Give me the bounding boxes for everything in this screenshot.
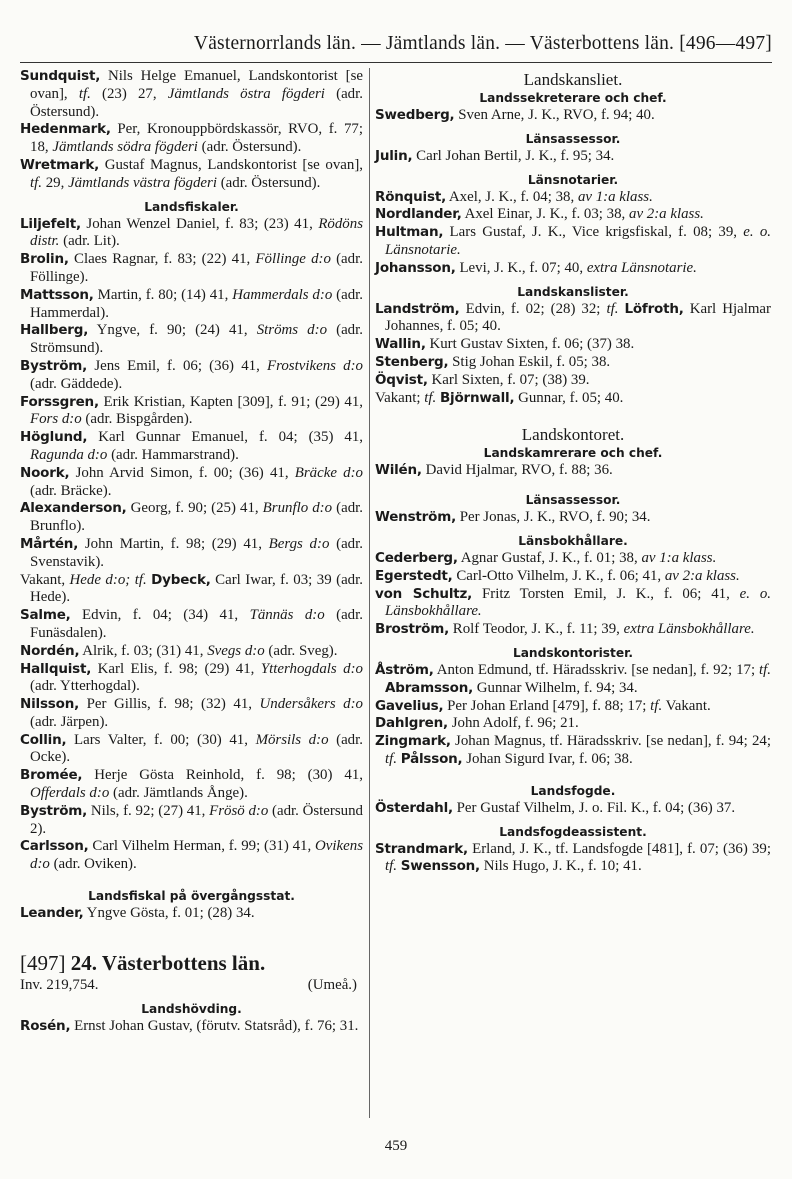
entry-text: Kurt Gustav Sixten, f. 06; (37) 38.: [425, 336, 635, 353]
italic-text: tf.: [424, 389, 437, 406]
entry-text: Vakant.: [662, 697, 711, 714]
entry: [375, 550, 771, 568]
entry-text: Stig Johan Eskil, f. 05; 38.: [448, 353, 611, 370]
entry-text: Karl Gunnar Emanuel, f. 04; (35) 41,: [87, 429, 363, 446]
entry: [375, 189, 771, 207]
entry-text: Vakant,: [20, 571, 70, 588]
person-name: Liljefelt,: [20, 215, 81, 232]
running-title: Västernorrlands län. — Jämtlands län. — Västerbottens län.: [193, 33, 675, 54]
italic-text: Jämtlands östra fögderi: [167, 85, 325, 102]
section-heading: Landsfogdeassistent.: [499, 824, 647, 839]
person-name: Bromée,: [20, 767, 83, 784]
entry: [20, 121, 363, 157]
entry: [375, 586, 771, 622]
person-name: Björnwall,: [439, 389, 515, 406]
section-heading: Landsfiskaler.: [144, 199, 239, 214]
italic-text: Frostvikens d:o: [267, 357, 363, 374]
group-heading: Landskansliet.: [523, 70, 623, 89]
person-name: Mattsson,: [20, 286, 94, 303]
entry-text: Edvin, f. 04; (34) 41,: [70, 607, 250, 624]
entry: [375, 107, 771, 125]
entry: [20, 157, 363, 193]
section-heading: Landsfogde.: [530, 783, 616, 798]
entry-text: Per, Kronouppbördskassör, RVO, f. 77; 18,: [30, 121, 363, 156]
person-name: Mårtén,: [20, 535, 79, 552]
entry: [375, 224, 771, 260]
person-name: Strandmark,: [375, 840, 468, 857]
person-name: Salme,: [20, 607, 71, 624]
entry: [20, 500, 363, 536]
county-heading: [20, 949, 363, 977]
italic-text: Ovikens d:o: [30, 838, 363, 873]
person-name: Egerstedt,: [375, 567, 453, 584]
italic-text: Ytterhogdals d:o: [260, 660, 363, 677]
person-name: Hallquist,: [20, 660, 92, 677]
entry-text: Erland, J. K., tf. Landsfogde [481], f. 07; (36) 39;: [467, 840, 771, 857]
section-heading: Länsnotarier.: [527, 172, 619, 187]
entry-text: (adr. Hammerdal).: [30, 286, 363, 321]
entry-text: Levi, J. K., f. 07; 40,: [455, 259, 587, 276]
italic-text: e. o. Länsnotarie.: [385, 224, 771, 258]
person-name: Byström,: [20, 802, 88, 819]
person-name: Wretmark,: [20, 156, 100, 173]
entry-text: Johan Magnus, tf. Häradsskriv. [se nedan], f. 94; 24;: [450, 733, 771, 750]
entry-text: Carl Vilhelm Herman, f. 99; (31) 41,: [88, 838, 316, 855]
italic-text: Jämtlands västra fögderi: [68, 174, 217, 191]
page-number: 459: [384, 1138, 408, 1154]
person-name: Hultman,: [375, 224, 444, 241]
italic-text: Fors d:o: [30, 411, 82, 428]
entry-text: John Martin, f. 98; (29) 41,: [78, 535, 269, 552]
person-name: Johansson,: [375, 259, 456, 276]
entry: [375, 621, 771, 639]
italic-text: tf.: [78, 85, 91, 102]
entry-text: (adr. Bräcke).: [30, 482, 112, 499]
entry-text: Gunnar, f. 05; 40.: [514, 389, 624, 406]
entry: [20, 358, 363, 394]
entry-text: (adr. Bispgården).: [81, 411, 193, 428]
person-name: Julin,: [375, 147, 413, 164]
entry-text: Ernst Johan Gustav, (förutv. Statsråd), f. 76; 31.: [70, 1017, 359, 1034]
person-name: Byström,: [20, 357, 88, 374]
entry-text: (adr. Jämtlands Ånge).: [109, 785, 248, 802]
entry-text: (adr. Hammarstrand).: [107, 446, 239, 463]
entry-text: Johan Wenzel Daniel, f. 83; (23) 41,: [80, 215, 319, 232]
italic-text: Svegs d:o: [207, 642, 265, 659]
entry: [375, 698, 771, 716]
entry-text: (adr. Strömsund).: [30, 322, 363, 357]
entry: [375, 301, 771, 337]
entry-text: Herje Gösta Reinhold, f. 98; (30) 41,: [82, 767, 363, 784]
person-name: Cederberg,: [375, 549, 458, 566]
entry: [375, 354, 771, 372]
person-name: Hedenmark,: [20, 121, 111, 138]
entry: [20, 394, 363, 430]
italic-text: Mörsils d:o: [255, 731, 329, 748]
column-rule: [369, 68, 370, 1118]
entry-text: Georg, f. 90; (25) 41,: [126, 500, 263, 517]
entry: [375, 841, 771, 877]
entry: [375, 800, 771, 818]
section-heading: Landsfiskal på övergångsstat.: [88, 889, 295, 904]
entry: [20, 767, 363, 803]
person-name: Nordlander,: [375, 206, 462, 223]
entry: [20, 536, 363, 572]
section-heading: Landskontorister.: [512, 645, 634, 660]
entry-text: Nils, f. 92; (27) 41,: [87, 802, 210, 819]
entry-text: Carl Johan Bertil, J. K., f. 95; 34.: [412, 147, 615, 164]
entry-text: (adr. Järpen).: [30, 713, 109, 730]
county-number: [497]: [20, 950, 66, 975]
entry-text: Per Gillis, f. 98; (32) 41,: [79, 696, 260, 713]
entry-text: Edvin, f. 02; (28) 32;: [459, 300, 607, 317]
entry: [20, 429, 363, 465]
entry-text: Sven Arne, J. K., RVO, f. 94; 40.: [454, 107, 655, 123]
entry-text: Carl-Otto Vilhelm, J. K., f. 06; 41,: [452, 567, 665, 584]
entry: [20, 732, 363, 768]
italic-text: Brunflo d:o: [262, 500, 333, 517]
person-name: Wilén,: [375, 462, 422, 479]
entry-text: Axel, J. K., f. 04; 38,: [446, 188, 578, 205]
entry: [20, 251, 363, 287]
entry: [20, 803, 363, 839]
entry-text: Gustaf Magnus, Landskontorist [se ovan],: [99, 156, 363, 173]
entry-text: (adr. Lit).: [59, 233, 120, 250]
running-head: [22, 33, 772, 55]
person-name: Nilsson,: [20, 696, 80, 713]
person-name: Rönquist,: [375, 188, 446, 205]
person-name: Öqvist,: [375, 371, 428, 388]
person-name: Dahlgren,: [375, 715, 448, 732]
entry-text: (adr. Svenstavik).: [30, 535, 363, 570]
entry-text: (adr. Ocke).: [30, 731, 363, 766]
section-heading: Landskanslister.: [517, 284, 629, 299]
entry-text: Gunnar Wilhelm, f. 94; 34.: [473, 679, 638, 696]
county-title: 24. Västerbottens län.: [70, 950, 266, 975]
entry: [20, 465, 363, 501]
entry: [375, 509, 771, 527]
italic-text: tf.: [385, 858, 397, 875]
entry-text: Carl Iwar, f. 03; 39 (adr. Hede).: [30, 571, 363, 606]
entry-text: Nils Helge Emanuel, Landskontorist [se ovan],: [30, 68, 363, 102]
entry-text: (adr. Östersund 2).: [30, 802, 364, 837]
entry-text: John Adolf, f. 96; 21.: [447, 715, 579, 732]
person-name: Gavelius,: [375, 697, 444, 714]
entry: [375, 336, 771, 354]
entry: [20, 696, 363, 732]
person-name: Forssgren,: [20, 393, 99, 410]
entry-text: Agnar Gustaf, J. K., f. 01; 38,: [457, 549, 642, 566]
entry-text: Axel Einar, J. K., f. 03; 38,: [461, 206, 629, 223]
person-name: Åström,: [375, 661, 434, 678]
person-name: Swensson,: [400, 858, 480, 875]
entry-text: Vakant;: [375, 389, 425, 406]
entry-text: (adr. Östersund).: [30, 85, 363, 120]
section-heading: Landshövding.: [141, 1001, 242, 1016]
person-name: Sundquist,: [20, 68, 101, 84]
entry-text: Alrik, f. 03; (31) 41,: [79, 642, 208, 659]
entry-text: Fritz Torsten Emil, J. K., f. 06; 41,: [472, 585, 740, 602]
italic-text: tf.: [606, 300, 619, 317]
entry-text: (adr. Föllinge).: [30, 251, 363, 285]
entry-text: (adr. Gäddede).: [30, 375, 123, 392]
italic-text: Offerdals d:o: [30, 785, 110, 802]
entry: [375, 148, 771, 166]
person-name: Noork,: [20, 464, 70, 481]
italic-text: tf.: [650, 697, 663, 714]
italic-text: av 2:a klass.: [629, 206, 704, 223]
entry-text: Lars Gustaf, J. K., Vice krigsfiskal, f. 08; 39,: [443, 224, 744, 241]
italic-text: tf.: [134, 571, 147, 588]
entry-text: Anton Edmund, tf. Häradsskriv. [se nedan], f. 92; 17;: [433, 661, 759, 678]
entry-text: Rolf Teodor, J. K., f. 11; 39,: [449, 621, 624, 638]
section-heading: Landssekreterare och chef.: [479, 91, 667, 105]
italic-text: Rödöns distr.: [30, 215, 363, 250]
entry: [375, 390, 771, 408]
italic-text: Frösö d:o: [209, 802, 269, 819]
entry: [375, 662, 771, 698]
italic-text: extra Länsnotarie.: [586, 259, 697, 276]
entry-text: (adr. Oviken).: [49, 856, 137, 873]
italic-text: av 1:a klass.: [641, 549, 717, 566]
entry-text: Per Gustaf Vilhelm, J. o. Fil. K., f. 04; (36) 37.: [452, 799, 736, 816]
italic-text: extra Länsbokhållare.: [623, 621, 755, 638]
section-heading: Länsassessor.: [525, 131, 621, 146]
entry-text: Yngve, f. 90; (24) 41,: [88, 322, 257, 339]
person-name: Rosén,: [20, 1017, 71, 1034]
entry-text: Lars Valter, f. 00; (30) 41,: [66, 731, 256, 748]
section-heading: Länsassessor.: [525, 493, 621, 508]
entry-text: (adr. Östersund).: [197, 139, 302, 156]
italic-text: tf.: [30, 174, 42, 191]
person-name: Österdahl,: [375, 799, 453, 816]
entry: [20, 68, 363, 121]
county-seat: (Umeå.): [307, 976, 357, 993]
entry-text: Martin, f. 80; (14) 41,: [93, 286, 233, 303]
italic-text: av 2:a klass.: [664, 567, 740, 584]
person-name: Wallin,: [375, 336, 426, 353]
italic-text: Bräcke d:o: [294, 464, 363, 481]
left-column: [20, 68, 363, 1035]
person-name: Pålsson,: [400, 750, 463, 767]
entry: [20, 572, 363, 608]
person-name: Swedberg,: [375, 107, 455, 123]
entry: [20, 1018, 363, 1036]
person-name: Höglund,: [20, 429, 88, 446]
section-heading: Landskamrerare och chef.: [483, 446, 663, 461]
population: Inv. 219,754.: [20, 976, 99, 993]
entry-text: (adr. Brunflo).: [30, 500, 363, 535]
person-name: Stenberg,: [375, 353, 449, 370]
entry-text: 29,: [42, 174, 69, 191]
entry: [375, 733, 771, 769]
italic-text: tf.: [759, 661, 771, 678]
italic-text: tf.: [385, 750, 397, 767]
group-heading: Landskontoret.: [521, 425, 625, 445]
entry: [375, 260, 771, 278]
entry: [20, 322, 363, 358]
entry: [20, 905, 363, 923]
italic-text: Tännäs d:o: [249, 607, 325, 624]
person-name: Leander,: [20, 905, 84, 922]
person-name: Collin,: [20, 731, 67, 748]
italic-text: Hammerdals d:o: [232, 286, 333, 303]
right-column: [375, 68, 771, 876]
entry-text: Karl Elis, f. 98; (29) 41,: [91, 660, 261, 677]
entry: [20, 643, 363, 661]
header-rule: [20, 62, 772, 63]
entry-text: Erik Kristian, Kapten [309], f. 91; (29) 41,: [98, 393, 363, 410]
entry-text: (adr. Ytterhogdal).: [30, 678, 140, 695]
person-name: Wenström,: [375, 509, 456, 526]
page-range: [496—497]: [679, 33, 772, 54]
entry-text: Nils Hugo, J. K., f. 10; 41.: [479, 858, 642, 875]
entry-text: (adr. Funäsdalen).: [30, 607, 363, 641]
entry: [375, 206, 771, 224]
person-name: Abramsson,: [385, 679, 474, 696]
entry: [375, 568, 771, 586]
population-line: [20, 977, 363, 995]
italic-text: Jämtlands södra fögderi: [52, 139, 198, 156]
entry-text: Yngve Gösta, f. 01; (28) 34.: [83, 905, 255, 922]
italic-text: av 1:a klass.: [577, 188, 653, 205]
person-name: Nordén,: [20, 642, 80, 659]
italic-text: Hede d:o;: [69, 571, 131, 588]
italic-text: Föllinge d:o: [255, 251, 331, 268]
entry-text: Jens Emil, f. 06; (36) 41,: [87, 357, 268, 374]
entry: [20, 607, 363, 643]
entry-text: (23) 27,: [90, 85, 168, 102]
entry: [20, 216, 363, 252]
entry-text: Per Jonas, J. K., RVO, f. 90; 34.: [456, 509, 651, 526]
person-name: Alexanderson,: [20, 500, 127, 517]
person-name: Broström,: [375, 621, 450, 638]
person-name: von Schultz,: [375, 585, 473, 602]
entry-text: (adr. Östersund).: [216, 174, 321, 191]
entry-text: Per Johan Erland [479], f. 88; 17;: [443, 697, 651, 714]
italic-text: e. o. Länsbokhållare.: [385, 585, 771, 620]
section-heading: Länsbokhållare.: [518, 533, 628, 548]
person-name: Dybeck,: [151, 571, 211, 588]
entry-text: (adr. Sveg).: [264, 642, 338, 659]
entry: [20, 287, 363, 323]
italic-text: Bergs d:o: [268, 535, 330, 552]
entry-text: John Arvid Simon, f. 00; (36) 41,: [69, 464, 295, 481]
person-name: Löfroth,: [624, 300, 684, 317]
entry: [375, 715, 771, 733]
entry-text: Johan Sigurd Ivar, f. 06; 38.: [462, 750, 633, 767]
entry: [375, 372, 771, 390]
entry-text: David Hjalmar, RVO, f. 88; 36.: [421, 462, 613, 479]
person-name: Carlsson,: [20, 838, 89, 855]
entry: [375, 462, 771, 480]
person-name: Hallberg,: [20, 322, 89, 339]
person-name: Zingmark,: [375, 733, 451, 750]
person-name: Landström,: [375, 300, 460, 317]
entry-text: Claes Ragnar, f. 83; (22) 41,: [68, 251, 256, 268]
entry: [20, 838, 363, 874]
italic-text: Ragunda d:o: [30, 446, 108, 463]
entry: [20, 661, 363, 697]
entry-text: Karl Sixten, f. 07; (38) 39.: [427, 371, 590, 388]
italic-text: Ströms d:o: [256, 322, 328, 339]
person-name: Brolin,: [20, 251, 69, 268]
entry-text: Karl Hjalmar Johannes, f. 05; 40.: [385, 300, 771, 335]
italic-text: Undersåkers d:o: [259, 696, 364, 713]
